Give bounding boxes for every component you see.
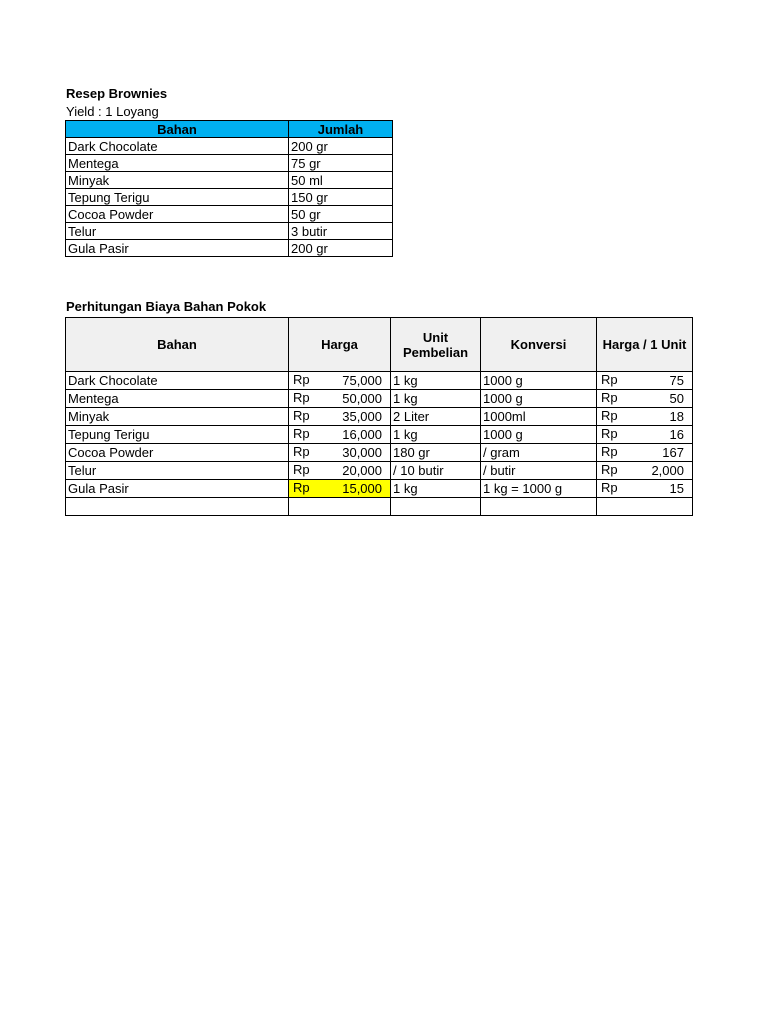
cell-harga-unit[interactable] — [597, 462, 693, 480]
currency-label: Rp — [293, 390, 310, 405]
currency-label: Rp — [293, 462, 310, 477]
cell-bahan[interactable]: Gula Pasir — [66, 240, 289, 257]
cell-harga-unit[interactable] — [597, 480, 693, 498]
cell-harga[interactable] — [289, 408, 391, 426]
cell-jumlah[interactable]: 200 gr — [289, 138, 393, 155]
cell-harga[interactable] — [289, 444, 391, 462]
cell-harga-unit[interactable] — [597, 426, 693, 444]
cell-empty[interactable] — [597, 498, 693, 516]
cell-konversi[interactable]: 1000ml — [481, 408, 597, 426]
cell-harga[interactable] — [289, 372, 391, 390]
currency-label: Rp — [601, 372, 618, 387]
cell-konversi[interactable]: 1 kg = 1000 g — [481, 480, 597, 498]
table-row — [66, 390, 693, 408]
harga-value: 35,000 — [342, 409, 382, 424]
harga-value: 75,000 — [342, 373, 382, 388]
cell-empty[interactable] — [289, 498, 391, 516]
cell-bahan[interactable]: Minyak — [66, 408, 289, 426]
cell-bahan[interactable]: Cocoa Powder — [66, 206, 289, 223]
cell-konversi[interactable]: 1000 g — [481, 390, 597, 408]
cost-table — [65, 317, 693, 516]
harga-value: 16,000 — [342, 427, 382, 442]
currency-label: Rp — [601, 408, 618, 423]
cell-bahan[interactable]: Mentega — [66, 390, 289, 408]
table-row — [66, 372, 693, 390]
harga-value: 20,000 — [342, 463, 382, 478]
cell-harga[interactable] — [289, 462, 391, 480]
cell-harga[interactable] — [289, 390, 391, 408]
cell-empty[interactable] — [481, 498, 597, 516]
cell-jumlah[interactable]: 200 gr — [289, 240, 393, 257]
cell-jumlah[interactable]: 75 gr — [289, 155, 393, 172]
cell-unit[interactable]: / 10 butir — [391, 462, 481, 480]
cell-konversi[interactable]: 1000 g — [481, 372, 597, 390]
harga-value: 30,000 — [342, 445, 382, 460]
header-unit-pembelian: Unit Pembelian — [391, 318, 481, 372]
recipe-title: Resep Brownies — [66, 86, 168, 101]
currency-label: Rp — [601, 462, 618, 477]
cell-jumlah[interactable]: 50 gr — [289, 206, 393, 223]
currency-label: Rp — [601, 426, 618, 441]
cell-harga-highlighted[interactable] — [289, 480, 391, 498]
harga-unit-value: 15 — [669, 481, 684, 496]
currency-label: Rp — [293, 408, 310, 423]
cell-bahan[interactable]: Tepung Terigu — [66, 426, 289, 444]
cell-empty[interactable] — [66, 498, 289, 516]
harga-unit-value: 167 — [662, 445, 684, 460]
table-row-empty — [66, 498, 693, 516]
table-row — [66, 444, 693, 462]
cell-empty[interactable] — [391, 498, 481, 516]
cell-konversi[interactable]: / gram — [481, 444, 597, 462]
currency-label: Rp — [293, 444, 310, 459]
harga-unit-value: 75 — [669, 373, 684, 388]
header-harga-per-unit: Harga / 1 Unit — [597, 318, 693, 372]
cell-harga-unit[interactable] — [597, 390, 693, 408]
cell-unit[interactable]: 1 kg — [391, 390, 481, 408]
cell-konversi[interactable]: 1000 g — [481, 426, 597, 444]
table-row — [66, 138, 393, 155]
currency-label: Rp — [601, 480, 618, 495]
table-row — [66, 240, 393, 257]
cell-harga-unit[interactable] — [597, 372, 693, 390]
table-row — [66, 155, 393, 172]
table-header-row — [66, 318, 693, 372]
cell-jumlah[interactable]: 150 gr — [289, 189, 393, 206]
cell-bahan[interactable]: Cocoa Powder — [66, 444, 289, 462]
table-row — [66, 189, 393, 206]
header-harga: Harga — [289, 318, 391, 372]
cell-konversi[interactable]: / butir — [481, 462, 597, 480]
cost-title: Perhitungan Biaya Bahan Pokok — [66, 299, 267, 314]
cell-bahan[interactable]: Gula Pasir — [66, 480, 289, 498]
harga-unit-value: 16 — [669, 427, 684, 442]
table-row — [66, 223, 393, 240]
table-row — [66, 206, 393, 223]
cell-unit[interactable]: 2 Liter — [391, 408, 481, 426]
cell-unit[interactable]: 1 kg — [391, 372, 481, 390]
cell-bahan[interactable]: Minyak — [66, 172, 289, 189]
cell-harga-unit[interactable] — [597, 408, 693, 426]
cell-bahan[interactable]: Telur — [66, 462, 289, 480]
header-bahan: Bahan — [66, 318, 289, 372]
header-jumlah: Jumlah — [289, 121, 393, 138]
cell-jumlah[interactable]: 50 ml — [289, 172, 393, 189]
table-row — [66, 172, 393, 189]
header-konversi: Konversi — [481, 318, 597, 372]
cell-jumlah[interactable]: 3 butir — [289, 223, 393, 240]
harga-unit-value: 50 — [669, 391, 684, 406]
cell-bahan[interactable]: Dark Chocolate — [66, 138, 289, 155]
cell-bahan[interactable]: Tepung Terigu — [66, 189, 289, 206]
cell-unit[interactable]: 1 kg — [391, 480, 481, 498]
recipe-yield: Yield : 1 Loyang — [66, 104, 159, 119]
table-row — [66, 480, 693, 498]
currency-label: Rp — [601, 444, 618, 459]
cell-bahan[interactable]: Telur — [66, 223, 289, 240]
harga-unit-value: 2,000 — [651, 463, 684, 478]
currency-label: Rp — [293, 372, 310, 387]
table-row — [66, 426, 693, 444]
cell-bahan[interactable]: Dark Chocolate — [66, 372, 289, 390]
harga-value: 50,000 — [342, 391, 382, 406]
recipe-table — [65, 120, 393, 257]
table-row — [66, 462, 693, 480]
currency-label: Rp — [293, 426, 310, 441]
cell-bahan[interactable]: Mentega — [66, 155, 289, 172]
table-row — [66, 408, 693, 426]
harga-unit-value: 18 — [669, 409, 684, 424]
currency-label: Rp — [293, 480, 310, 495]
currency-label: Rp — [601, 390, 618, 405]
header-bahan: Bahan — [66, 121, 289, 138]
cell-harga[interactable] — [289, 426, 391, 444]
table-header-row — [66, 121, 393, 138]
harga-value: 15,000 — [342, 481, 382, 496]
cell-harga-unit[interactable] — [597, 444, 693, 462]
cell-unit[interactable]: 180 gr — [391, 444, 481, 462]
cell-unit[interactable]: 1 kg — [391, 426, 481, 444]
